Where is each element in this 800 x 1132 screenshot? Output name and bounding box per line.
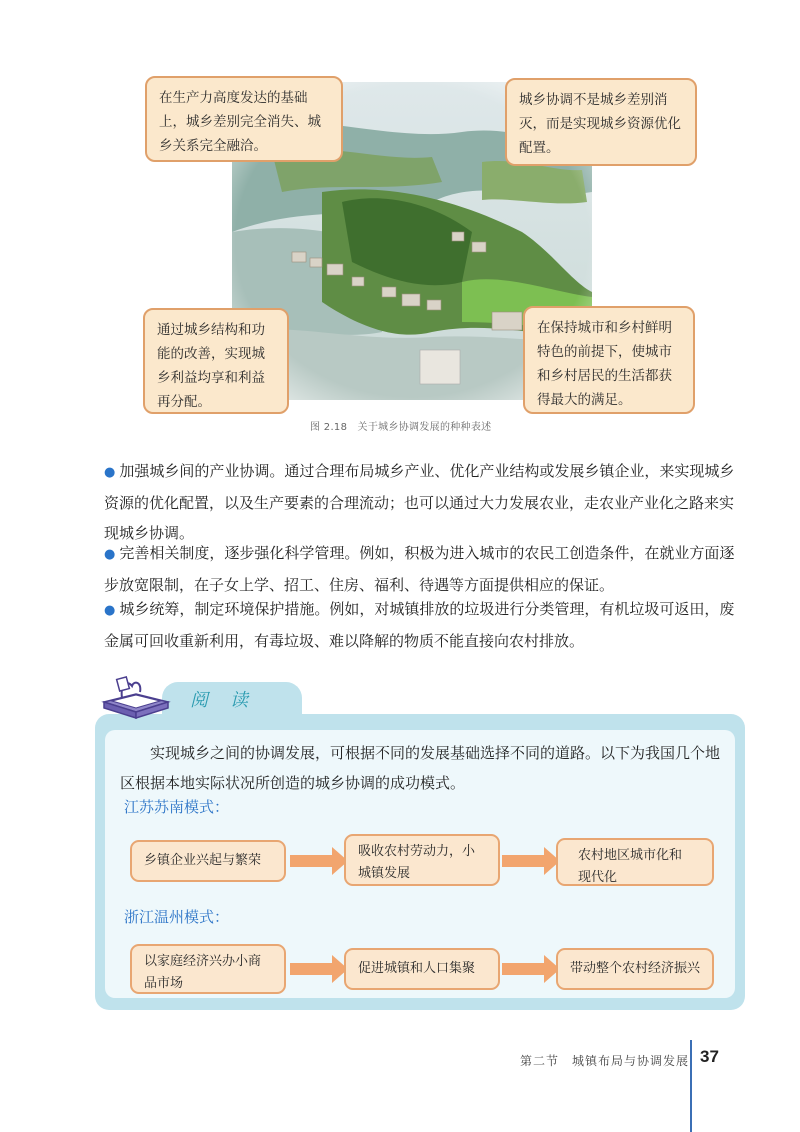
paragraph-management (104, 538, 744, 600)
model-title-sunan: 江苏苏南模式： (124, 798, 230, 816)
model-title-wenzhou: 浙江温州模式： (124, 908, 230, 926)
callout-bottom-right: 在保持城市和乡村鲜明特色的前提下，使城市和乡村居民的生活都获得最大的满足。 (523, 306, 695, 414)
flow-step-wenzhou-3: 带动整个农村经济振兴 (556, 948, 714, 990)
flow-step-wenzhou-1: 以家庭经济兴办小商品市场 (130, 944, 286, 994)
flow-step-sunan-1: 乡镇企业兴起与繁荣 (130, 840, 286, 882)
flow-step-sunan-2: 吸收农村劳动力，小城镇发展 (344, 834, 500, 886)
arrow-right-icon (502, 954, 560, 984)
arrow-right-icon (290, 846, 348, 876)
paragraph-text: 完善相关制度，逐步强化科学管理。例如，积极为进入城市的农民工创造条件，在就业方面逐步放宽限制，在子女上学、招工、住房、福利、待遇等方面提供相应的保证。 (104, 544, 735, 594)
arrow-right-icon (502, 846, 560, 876)
callout-bottom-left: 通过城乡结构和功能的改善，实现城乡利益均享和利益再分配。 (143, 308, 289, 414)
flow-step-wenzhou-2: 促进城镇和人口集聚 (344, 948, 500, 990)
flow-step-sunan-3: 农村地区城市化和现代化 (556, 838, 714, 886)
footer-section-title: 第二节 城镇布局与协调发展 (520, 1054, 690, 1068)
paragraph-text: 城乡统筹，制定环境保护措施。例如，对城镇排放的垃圾进行分类管理，有机垃圾可返田，废金属可回收重新利用，有毒垃圾、难以降解的物质不能直接向农村排放。 (104, 600, 735, 650)
bullet-icon: ● (104, 547, 116, 562)
paragraph-text: 加强城乡间的产业协调。通过合理布局城乡产业、优化产业结构或发展乡镇企业，来实现城乡资源的优化配置，以及生产要素的合理流动；也可以通过大力发展农业，走农业产业化之路来实现城乡协调。 (104, 462, 735, 542)
callout-top-left: 在生产力高度发达的基础上，城乡差别完全消失、城乡关系完全融洽。 (145, 76, 343, 162)
figure-caption: 图 2.18 关于城乡协调发展的种种表述 (310, 422, 492, 433)
bullet-icon: ● (104, 603, 116, 618)
bullet-icon: ● (104, 465, 116, 480)
page-number: 37 (700, 1047, 719, 1066)
callout-top-right: 城乡协调不是城乡差别消灭，而是实现城乡资源优化配置。 (505, 78, 697, 166)
reading-title: 阅读 (190, 690, 270, 711)
arrow-right-icon (290, 954, 348, 984)
paragraph-industry (104, 456, 744, 548)
reading-intro: 实现城乡之间的协调发展，可根据不同的发展基础选择不同的道路。以下为我国几个地区根据本地实际状况所创造的城乡协调的成功模式。 (120, 744, 721, 792)
paragraph-environment (104, 594, 744, 656)
book-icon (98, 672, 172, 726)
footer-divider (690, 1040, 692, 1132)
